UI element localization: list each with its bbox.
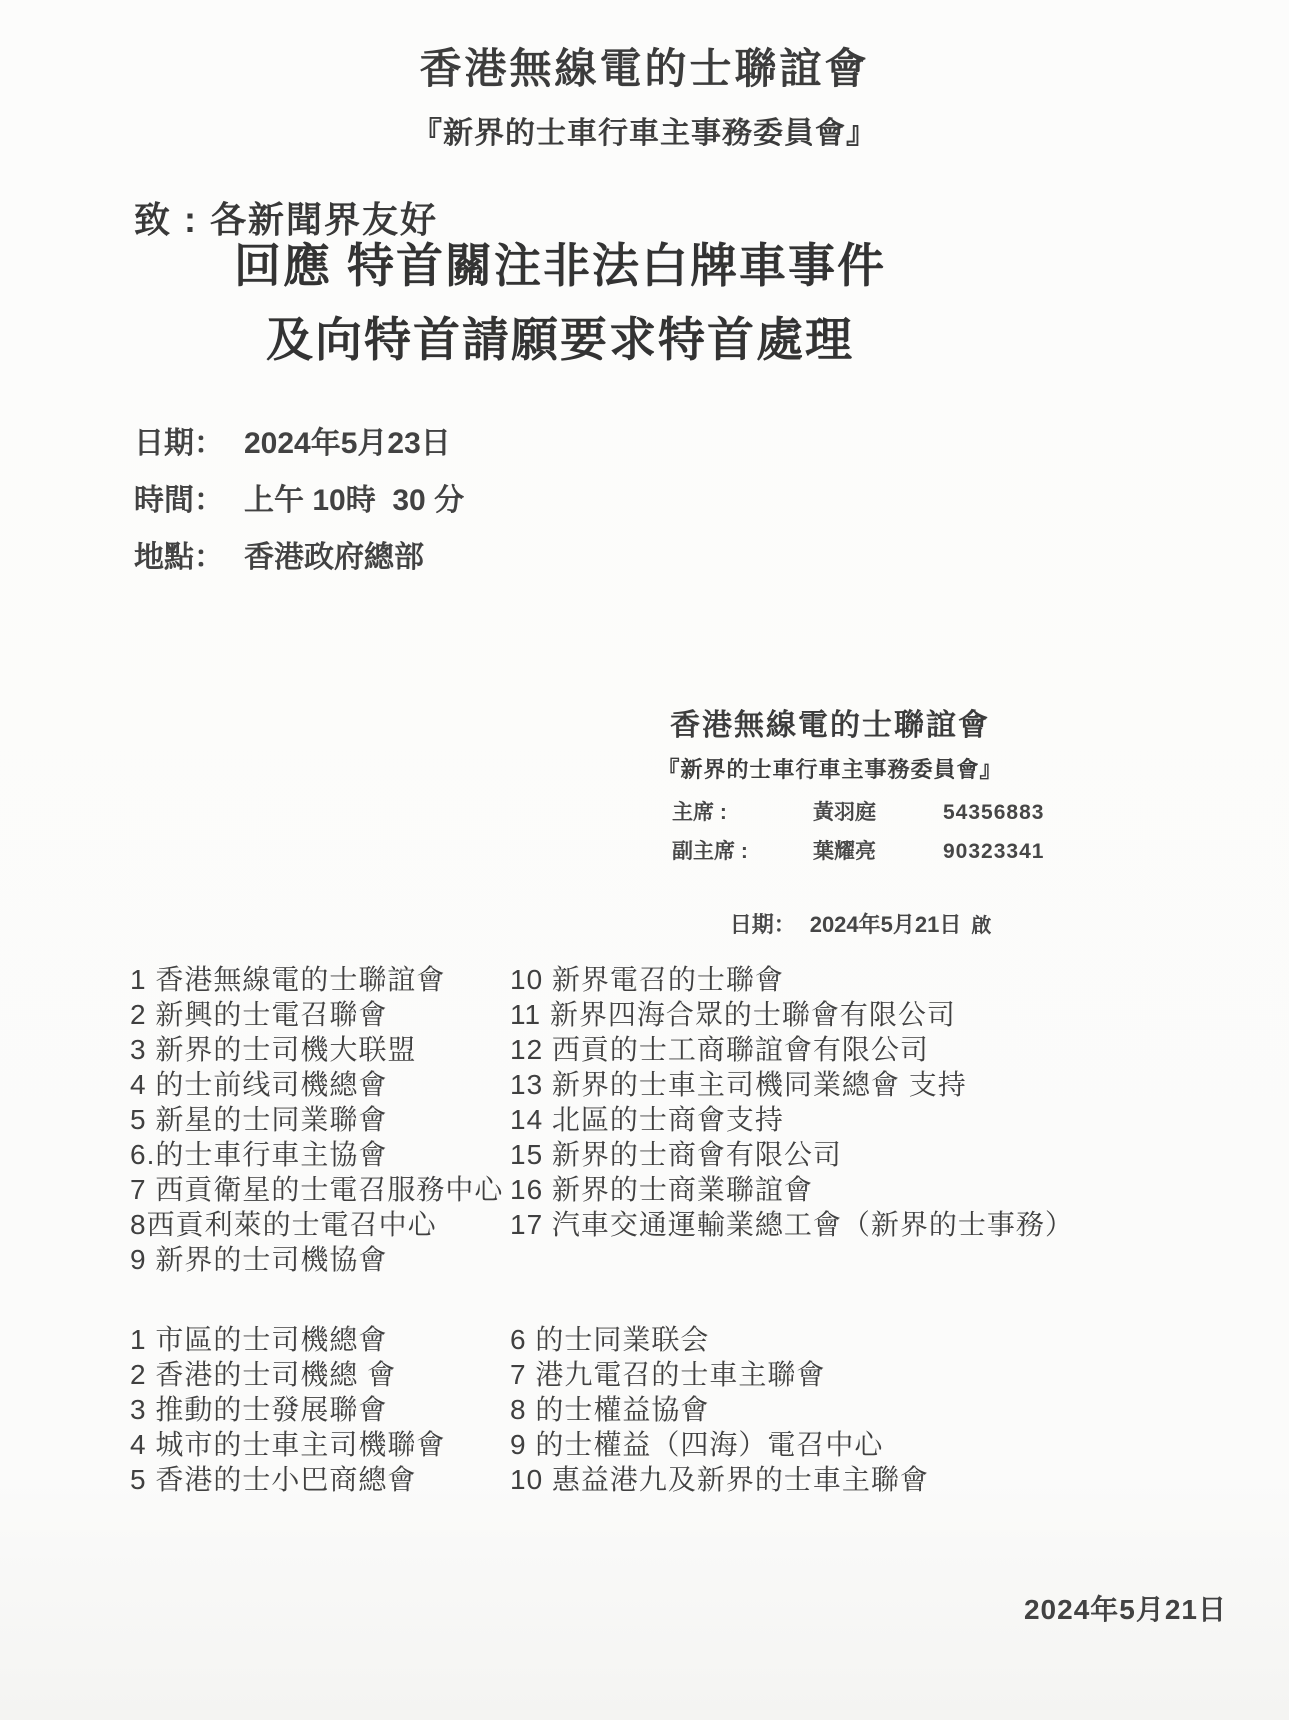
list-item: 14 北區的士商會支持 bbox=[510, 1104, 784, 1135]
vice-chairman-label: 副主席 : bbox=[672, 840, 748, 863]
footer-date: 2024年5月21日 bbox=[1023, 1594, 1227, 1625]
list-item: 17 汽車交通運輸業總工會（新界的士事務） bbox=[510, 1209, 1074, 1240]
list-item: 6.的士車行車主協會 bbox=[130, 1139, 388, 1170]
signature-block bbox=[600, 700, 1060, 965]
chairman-name: 黃羽庭 bbox=[813, 801, 876, 824]
event-time-label: 時間： bbox=[134, 484, 224, 517]
event-place-label: 地點： bbox=[134, 541, 224, 574]
list-item: 4 城市的士車主司機聯會 bbox=[130, 1429, 446, 1460]
event-date-value: 2024年5月23日 bbox=[244, 427, 451, 460]
list-item: 13 新界的士車主司機同業總會 支持 bbox=[510, 1069, 967, 1100]
list-item: 9 的士權益（四海）電召中心 bbox=[510, 1429, 884, 1460]
list-item: 9 新界的士司機協會 bbox=[130, 1244, 388, 1275]
headline-line-1: 回應 特首關注非法白牌車事件 bbox=[233, 239, 887, 292]
list-item: 1 市區的士司機總會 bbox=[130, 1324, 388, 1355]
event-date-label: 日期： bbox=[134, 427, 224, 460]
chairman-label: 主席 : bbox=[672, 801, 727, 824]
event-time-row bbox=[134, 475, 464, 519]
committee-subtitle: 『新界的士車行車主事務委員會』 bbox=[412, 117, 877, 150]
list-item: 11 新界四海合眾的士聯會有限公司 bbox=[510, 999, 956, 1030]
list-item: 10 惠益港九及新界的士車主聯會 bbox=[510, 1464, 929, 1495]
list-item: 8 的士權益協會 bbox=[510, 1394, 710, 1425]
vice-chairman-name: 葉耀亮 bbox=[813, 840, 876, 863]
supporters-list-2-left bbox=[130, 1322, 510, 1497]
list-item: 10 新界電召的士聯會 bbox=[510, 964, 784, 995]
supporters-list-1 bbox=[130, 962, 1240, 1277]
list-item: 3 推動的士發展聯會 bbox=[130, 1394, 388, 1425]
event-time-value: 上午 10時 30 分 bbox=[244, 484, 465, 517]
signature-org-title: 香港無線電的士聯誼會 bbox=[670, 709, 990, 742]
supporters-list-1-right bbox=[510, 962, 1074, 1277]
supporters-list-1-left bbox=[130, 962, 510, 1277]
list-item: 6 的士同業联会 bbox=[510, 1324, 710, 1355]
signature-committee-subtitle: 『新界的士車行車主事務委員會』 bbox=[657, 757, 1003, 782]
chairman-row bbox=[600, 796, 1060, 826]
recipient-line: 致 : 各新聞界友好 bbox=[134, 199, 438, 240]
list-item: 7 港九電召的士車主聯會 bbox=[510, 1359, 826, 1390]
list-item: 5 香港的士小巴商總會 bbox=[130, 1464, 417, 1495]
supporters-list-2 bbox=[130, 1322, 1240, 1497]
org-title: 香港無線電的士聯誼會 bbox=[419, 45, 870, 92]
headline bbox=[0, 238, 1120, 368]
headline-line-2: 及向特首請願要求特首處理 bbox=[266, 313, 854, 366]
event-date-row bbox=[134, 418, 464, 462]
list-item: 12 西貢的士工商聯誼會有限公司 bbox=[510, 1034, 929, 1065]
document-header bbox=[0, 36, 1289, 152]
signature-date-suffix: 啟 bbox=[971, 915, 992, 937]
signature-date-label: 日期： bbox=[729, 912, 796, 937]
list-item: 15 新界的士商會有限公司 bbox=[510, 1139, 842, 1170]
list-item: 8西貢利萊的士電召中心 bbox=[130, 1209, 437, 1240]
event-details bbox=[134, 418, 464, 589]
list-item: 5 新星的士同業聯會 bbox=[130, 1104, 388, 1135]
list-item: 3 新界的士司機大联盟 bbox=[130, 1034, 417, 1065]
signature-date-value: 2024年5月21日 bbox=[809, 912, 962, 937]
list-item: 1 香港無線電的士聯誼會 bbox=[130, 964, 446, 995]
list-item: 4 的士前线司機總會 bbox=[130, 1069, 388, 1100]
event-place-value: 香港政府總部 bbox=[244, 541, 424, 574]
vice-chairman-phone: 90323341 bbox=[943, 840, 1045, 863]
list-item: 2 香港的士司機總 會 bbox=[130, 1359, 397, 1390]
list-item: 2 新興的士電召聯會 bbox=[130, 999, 388, 1030]
event-place-row bbox=[134, 532, 464, 576]
vice-chairman-row bbox=[600, 835, 1060, 865]
supporters-list-2-right bbox=[510, 1322, 929, 1497]
list-item: 16 新界的士商業聯誼會 bbox=[510, 1174, 813, 1205]
signature-date-row bbox=[600, 882, 1060, 965]
chairman-phone: 54356883 bbox=[943, 801, 1045, 824]
list-item: 7 西貢衛星的士電召服務中心 bbox=[130, 1174, 504, 1205]
